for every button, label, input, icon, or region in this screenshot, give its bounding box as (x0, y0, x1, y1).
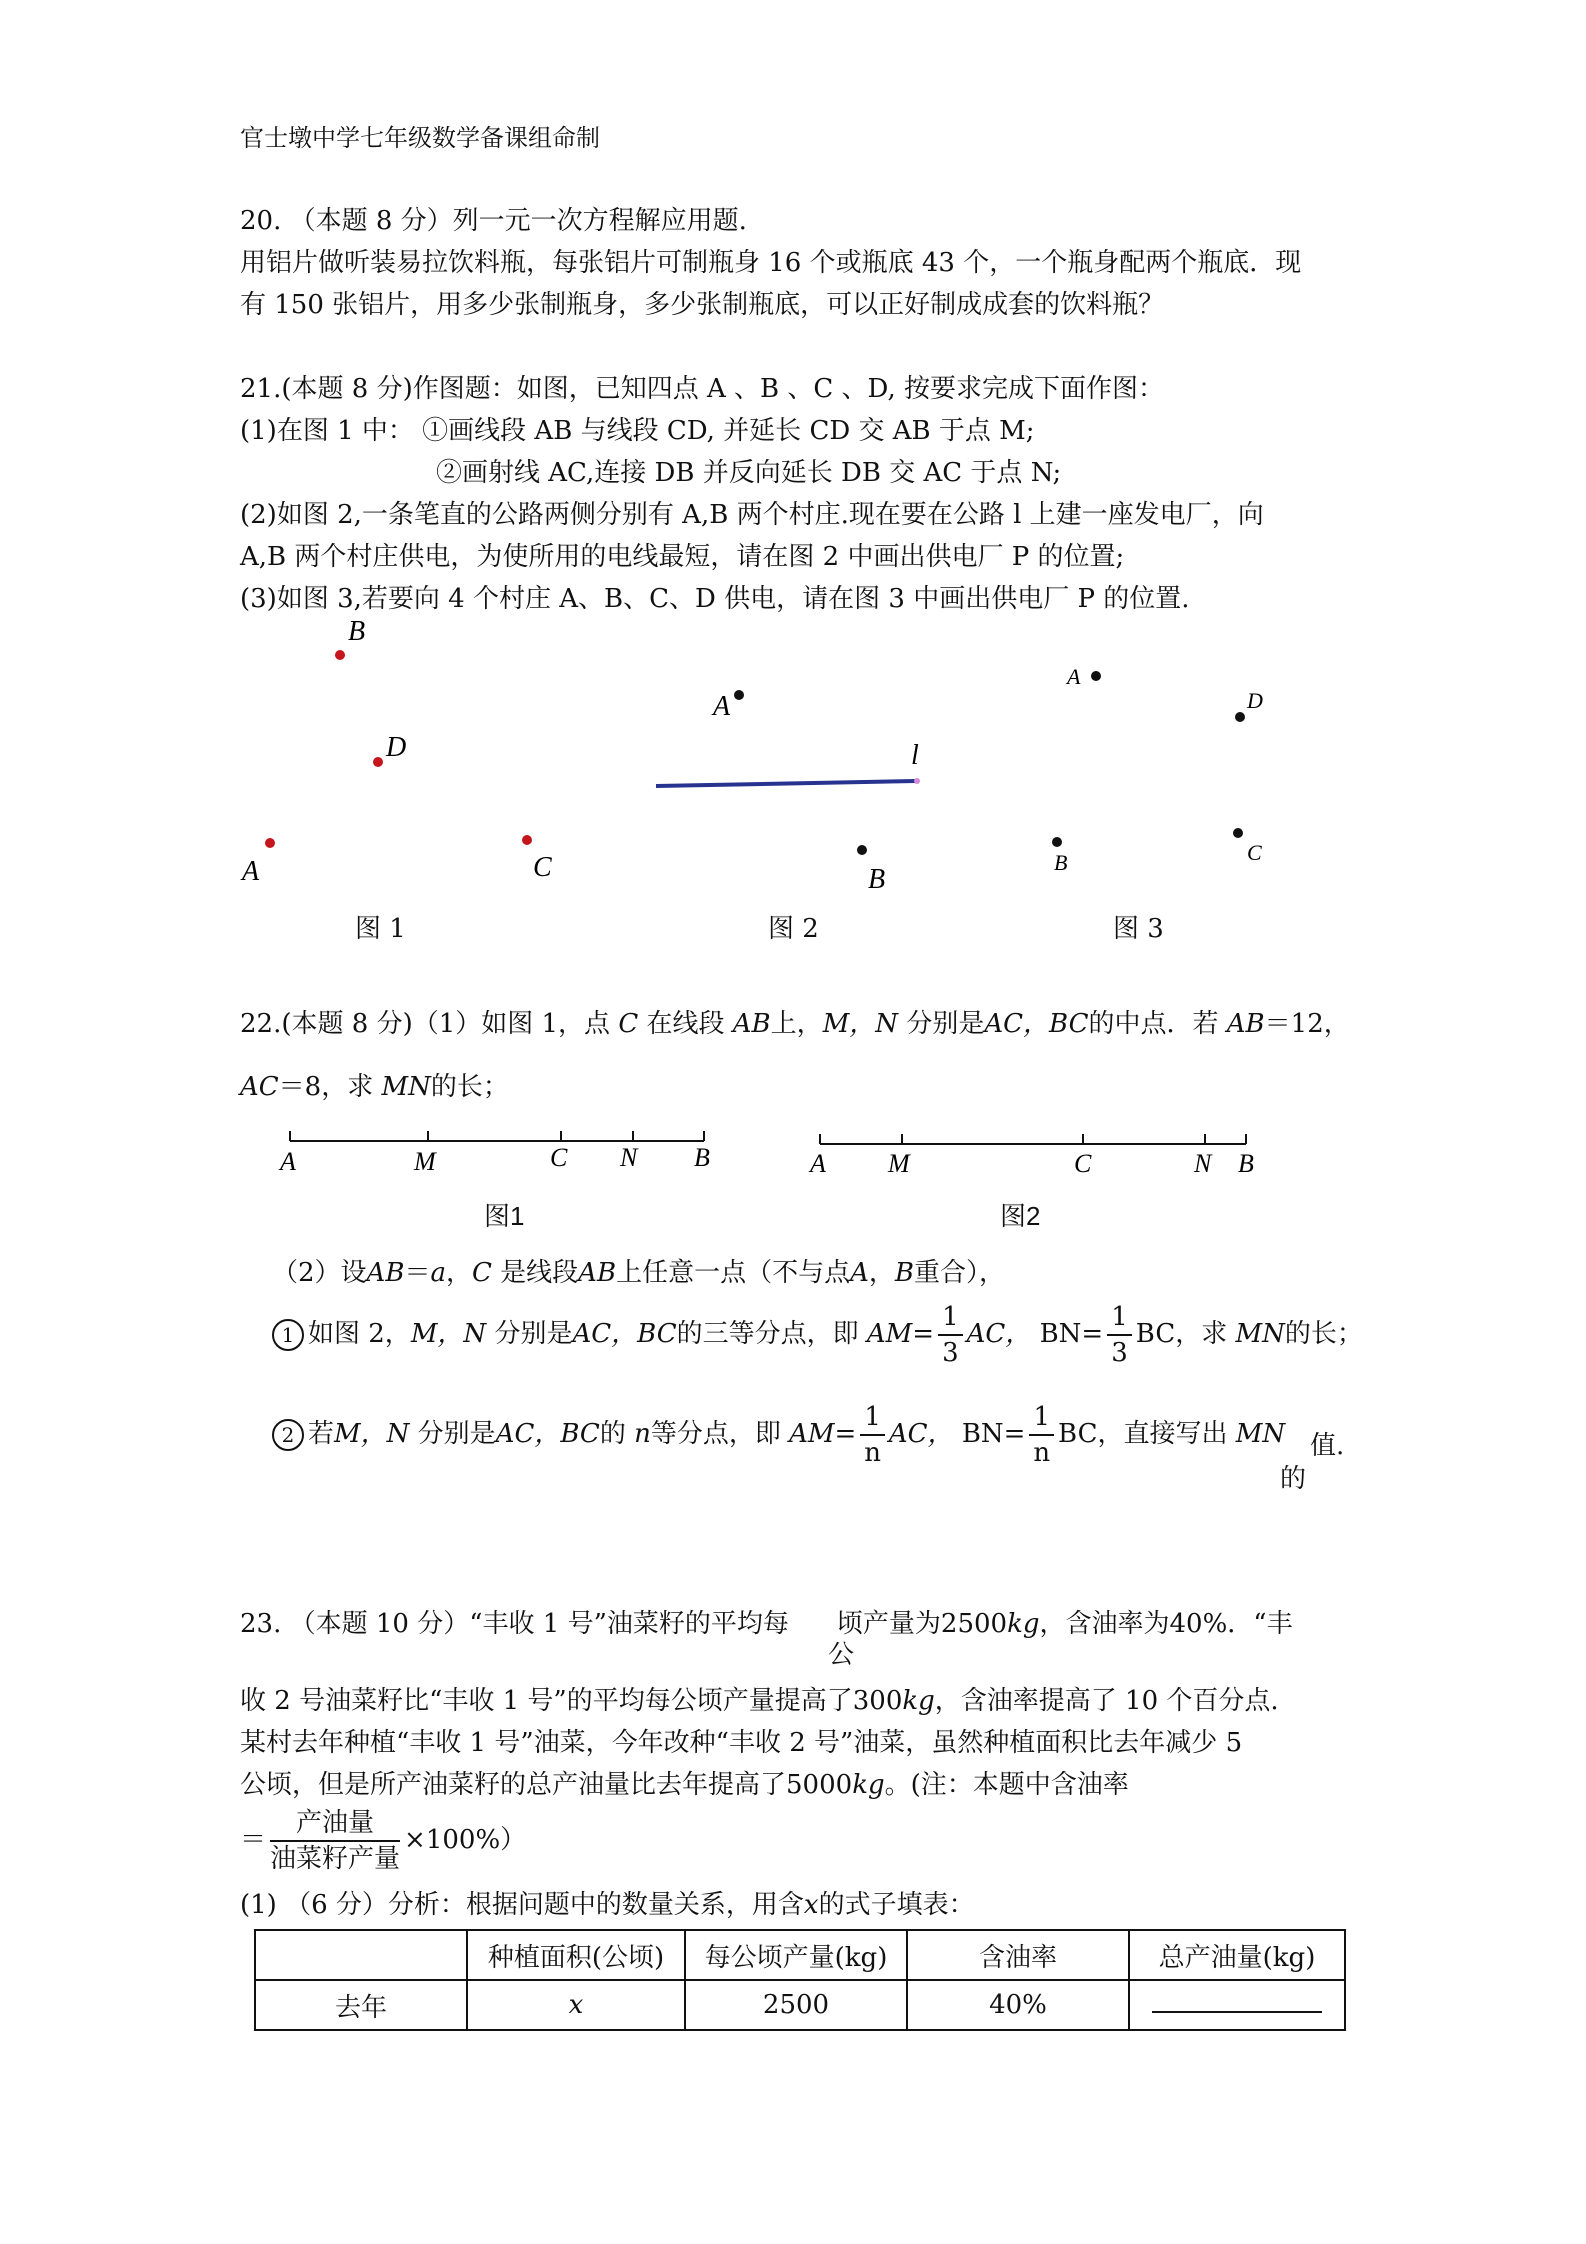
table-header-row (255, 1930, 1345, 1980)
label-M-fig2: M (888, 1149, 910, 1178)
point-D-label: D (386, 732, 407, 763)
q22-sub2: 2 若M，N 分别是AC，BC的 n等分点，即 AM= $\frac{1}{n}$ AC， BN= $\frac{1}{n}$ BC，直接写出 MN (272, 1400, 1285, 1470)
q23-table (254, 1929, 1346, 2031)
oil-rate-fraction: $\frac{\text{产油量}}{\text{油菜籽产量}}$ (270, 1808, 401, 1874)
answer-blank-line[interactable] (1152, 1991, 1322, 2013)
q22-fig1-caption: 图1 (484, 1201, 525, 1231)
q21-fig3-caption: 图 3 (1113, 914, 1164, 944)
label-C-fig1: C (550, 1143, 568, 1172)
row-label-last-year: 去年 (255, 1980, 467, 2030)
point-B-label: B (348, 616, 366, 647)
q21-part3: (3)如图 3,若要向 4 个村庄 A、B、C、D 供电，请在图 3 中画出供电厂 P 的位置. (240, 584, 1190, 614)
q20-line2: 有 150 张铝片，用多少张制瓶身，多少张制瓶底，可以正好制成成套的饮料瓶？ (240, 290, 1165, 320)
fraction-one-over-n-2: $\frac{1}{n}$ (1029, 1400, 1054, 1470)
village-A-label: A (713, 691, 731, 722)
q21-fig1-caption: 图 1 (355, 914, 406, 944)
fraction-one-over-n: $\frac{1}{n}$ (860, 1400, 885, 1470)
cell-area: x (467, 1980, 685, 2030)
label-M-fig1: M (414, 1147, 436, 1176)
q21-part2b: A,B 两个村庄供电，为使所用的电线最短，请在图 2 中画出供电厂 P 的位置; (240, 542, 1125, 572)
q21-part1a: (1)在图 1 中： ①画线段 AB 与线段 CD, 并延长 CD 交 AB 于点 M; (240, 416, 1035, 446)
q22-part2: （2）设AB＝a，C 是线段AB上任意一点（不与点A，B重合）， (272, 1258, 1005, 1288)
q22-sub2-de: 的 (1280, 1464, 1307, 1494)
fraction-one-third: $\frac{1}{3}$ (938, 1300, 963, 1370)
village3-C-label: C (1247, 840, 1262, 865)
q21-title: 21.(本题 8 分)作图题：如图，已知四点 A 、B 、C 、D, 按要求完成下面作图： (240, 374, 1164, 404)
q22-sub1: 1 如图 2，M，N 分别是AC，BC的三等分点，即 AM= $\frac{1}{3}$ AC， BN= $\frac{1}{3}$ BC，求 MN的长； (272, 1300, 1363, 1370)
q22-figure-1 (278, 1131, 710, 1176)
table-row (255, 1980, 1345, 2030)
q23-oil-rate-formula: ＝ $\frac{\text{产油量}}{\text{油菜籽产量}}$ ×100%） (240, 1808, 527, 1874)
q23-gong-char: 公 (828, 1640, 855, 1670)
label-N-fig1: N (620, 1143, 638, 1172)
q22-title-line: 22.(本题 8 分)（1）如图 1，点 C 在线段 AB上，M，N 分别是AC，BC的中点．若 AB＝12， (240, 1009, 1350, 1039)
q22-figure-2 (808, 1134, 1254, 1178)
village3-D-label: D (1247, 688, 1263, 713)
table-header-yield: 每公顷产量(kg) (685, 1930, 907, 1980)
q22-line2: AC＝8，求 MN的长； (240, 1072, 509, 1102)
cell-total-blank[interactable] (1129, 1980, 1345, 2030)
q21-fig2-caption: 图 2 (768, 914, 819, 944)
cell-yield: 2500 (685, 1980, 907, 2030)
q21-part1b: ②画射线 AC,连接 DB 并反向延长 DB 交 AC 于点 N; (436, 458, 1062, 488)
label-A-fig1: A (280, 1147, 296, 1176)
q20-line1: 用铝片做听装易拉饮料瓶，每张铝片可制瓶身 16 个或瓶底 43 个，一个瓶身配两个瓶底．现 (240, 248, 1302, 278)
q22-fig2-caption: 图2 (1000, 1201, 1041, 1231)
label-C-fig2: C (1074, 1149, 1092, 1178)
q21-part2a: (2)如图 2,一条笔直的公路两侧分别有 A,B 两个村庄.现在要在公路 l 上建一座发电厂，向 (240, 500, 1264, 530)
point-C-label: C (533, 852, 552, 883)
label-B-fig2: B (1238, 1149, 1254, 1178)
q23-part1: (1) （6 分）分析：根据问题中的数量关系，用含x的式子填表： (240, 1890, 975, 1920)
q23-line4: 公顷，但是所产油菜籽的总产油量比去年提高了5000kg。(注：本题中含油率 (240, 1770, 1129, 1800)
road-l-label: l (911, 740, 919, 771)
q23-line2: 收 2 号油菜籽比“丰收 1 号”的平均每公顷产量提高了300kg，含油率提高了 10 个百分点. (240, 1686, 1279, 1716)
table-header-area: 种植面积(公顷) (467, 1930, 685, 1980)
sub2-circle-marker: 2 (272, 1419, 304, 1451)
q22-sub2-value-word: 值. (1310, 1431, 1345, 1461)
point-A-label: A (242, 856, 260, 887)
village-B-label: B (868, 864, 886, 895)
fraction-one-third-2: $\frac{1}{3}$ (1107, 1300, 1132, 1370)
table-header-rate: 含油率 (907, 1930, 1129, 1980)
cell-rate: 40% (907, 1980, 1129, 2030)
label-N-fig2: N (1194, 1149, 1212, 1178)
q23-line3: 某村去年种植“丰收 1 号”油菜，今年改种“丰收 2 号”油菜，虽然种植面积比去年减少 5 (240, 1728, 1243, 1758)
q23-line1: 23. （本题 10 分）“丰收 1 号”油菜籽的平均每 顷产量为2500kg，含油率为40%．“丰 (240, 1609, 1293, 1639)
school-header: 官士墩中学七年级数学备课组命制 (240, 124, 600, 152)
table-header-empty (255, 1930, 467, 1980)
label-A-fig2: A (810, 1149, 826, 1178)
table-header-total: 总产油量(kg) (1129, 1930, 1345, 1980)
q20-title: 20. （本题 8 分）列一元一次方程解应用题. (240, 206, 747, 236)
village3-A-label: A (1067, 664, 1081, 689)
village3-B-label: B (1054, 850, 1068, 875)
sub1-circle-marker: 1 (272, 1319, 304, 1351)
label-B-fig1: B (694, 1143, 710, 1172)
